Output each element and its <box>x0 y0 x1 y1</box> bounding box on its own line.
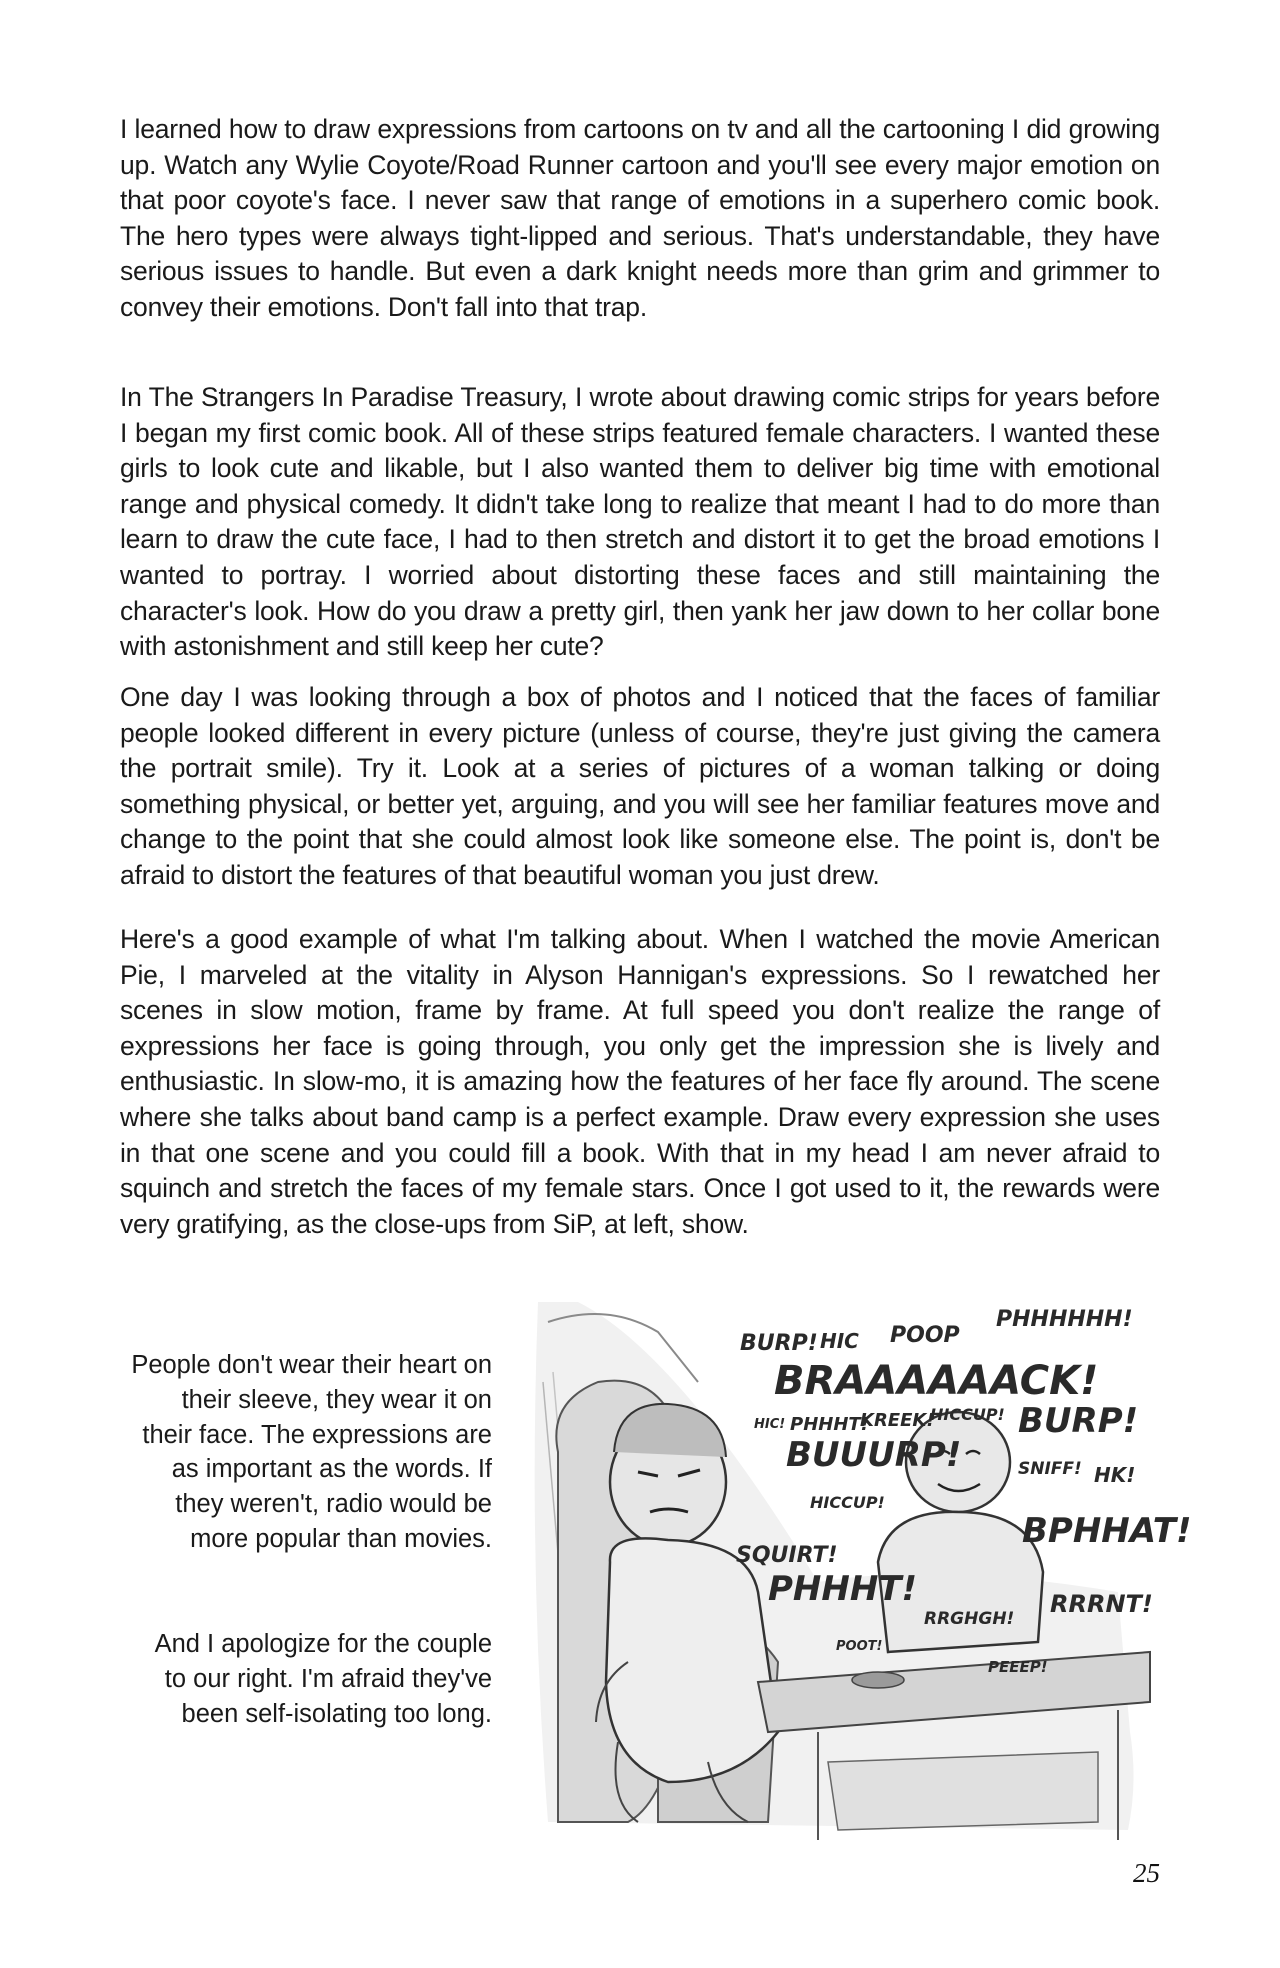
sfx-text: HIC <box>820 1329 859 1353</box>
sfx-text: BUUURP! <box>786 1435 962 1475</box>
sfx-text: PHHHHHH! <box>996 1307 1133 1332</box>
sfx-text: RRRNT! <box>1050 1590 1153 1618</box>
sfx-text: PHHHT! <box>790 1414 869 1435</box>
sfx-text: BURP! <box>740 1331 818 1356</box>
sfx-text: SQUIRT! <box>736 1543 838 1568</box>
sfx-text: BURP! <box>1018 1401 1139 1441</box>
sfx-text: HK! <box>1094 1463 1136 1487</box>
sfx-text: RRGHGH! <box>924 1609 1015 1629</box>
body-paragraph-3: One day I was looking through a box of photos and I noticed that the faces of familiar people looked different in every picture (unless of course, they're just giving the camera the portrait smile). Try it. Look at a series of pictures of a woman talking or doing something physical, or better yet, arguing, and you will see her familiar features move and change to the point that she could almost look like someone else. The point is, don't be afraid to distort the features of that beautiful woman you just drew. <box>120 682 1160 890</box>
sfx-text: HICCUP! <box>930 1405 1005 1424</box>
page-number: 25 <box>1133 1858 1160 1888</box>
sfx-text: PHHHT! <box>768 1569 917 1609</box>
sfx-text: KREEK! <box>860 1410 935 1431</box>
sfx-text: SNIFF! <box>1018 1459 1082 1479</box>
body-paragraph-2: In The Strangers In Paradise Treasury, I wrote about drawing comic strips for years before I began my first comic book. All of these strips featured female characters. I wanted these girls to look cute and likable, but I also wanted them to deliver big time with emotional range and physical comedy. It didn't take long to realize that meant I had to do more than learn to draw the cute face, I had to then stretch and distort it to get the broad emotions I wanted to portray. I worried about distorting these faces and still maintaining the character's look. How do you draw a pretty girl, then yank her jaw down to her collar bone with astonishment and still keep her cute? <box>120 382 1160 662</box>
sfx-text: PEEEP! <box>988 1658 1048 1676</box>
sfx-text: POOT! <box>836 1639 883 1654</box>
sidebar-caption-2: And I apologize for the couple to our right. I'm afraid they've been self-isolating too long. <box>154 1630 492 1728</box>
sfx-text: HICCUP! <box>810 1493 885 1512</box>
sketch-drawing <box>518 1262 1192 1840</box>
sidebar-caption-1: People don't wear their heart on their sleeve, they wear it on their face. The expressions are as important as the words. If they weren't, radio would be more popular than movies. <box>131 1351 492 1553</box>
body-paragraph-1: I learned how to draw expressions from cartoons on tv and all the cartooning I did growing up. Watch any Wylie Coyote/Road Runner cartoon and you'll see every major emotion on that poor coyote's face. I never saw that range of emotions in a superhero comic book. The hero types were always tight-lipped and serious. That's understandable, they have serious issues to handle. But even a dark knight needs more than grim and grimmer to convey their emotions. Don't fall into that trap. <box>120 114 1160 322</box>
sfx-text: BPHHAT! <box>1022 1511 1192 1551</box>
sfx-text: HIC! <box>754 1417 786 1432</box>
cartoon-illustration <box>518 1262 1192 1840</box>
sfx-text: POOP <box>890 1323 960 1348</box>
sfx-text: BRAAAAAACK! <box>774 1358 1099 1404</box>
body-paragraph-4: Here's a good example of what I'm talking about. When I watched the movie American Pie, I marveled at the vitality in Alyson Hannigan's expressions. So I rewatched her scenes in slow motion, frame by frame. At full speed you don't realize the range of expressions her face is going through, you only get the impression she is lively and enthusiastic. In slow-mo, it is amazing how the features of her face fly around. The scene where she talks about band camp is a perfect example. Draw every expression she uses in that one scene and you could fill a book. With that in my head I am never afraid to squinch and stretch the faces of my female stars. Once I got used to it, the rewards were very gratifying, as the close-ups from SiP, at left, show. <box>120 924 1160 1239</box>
